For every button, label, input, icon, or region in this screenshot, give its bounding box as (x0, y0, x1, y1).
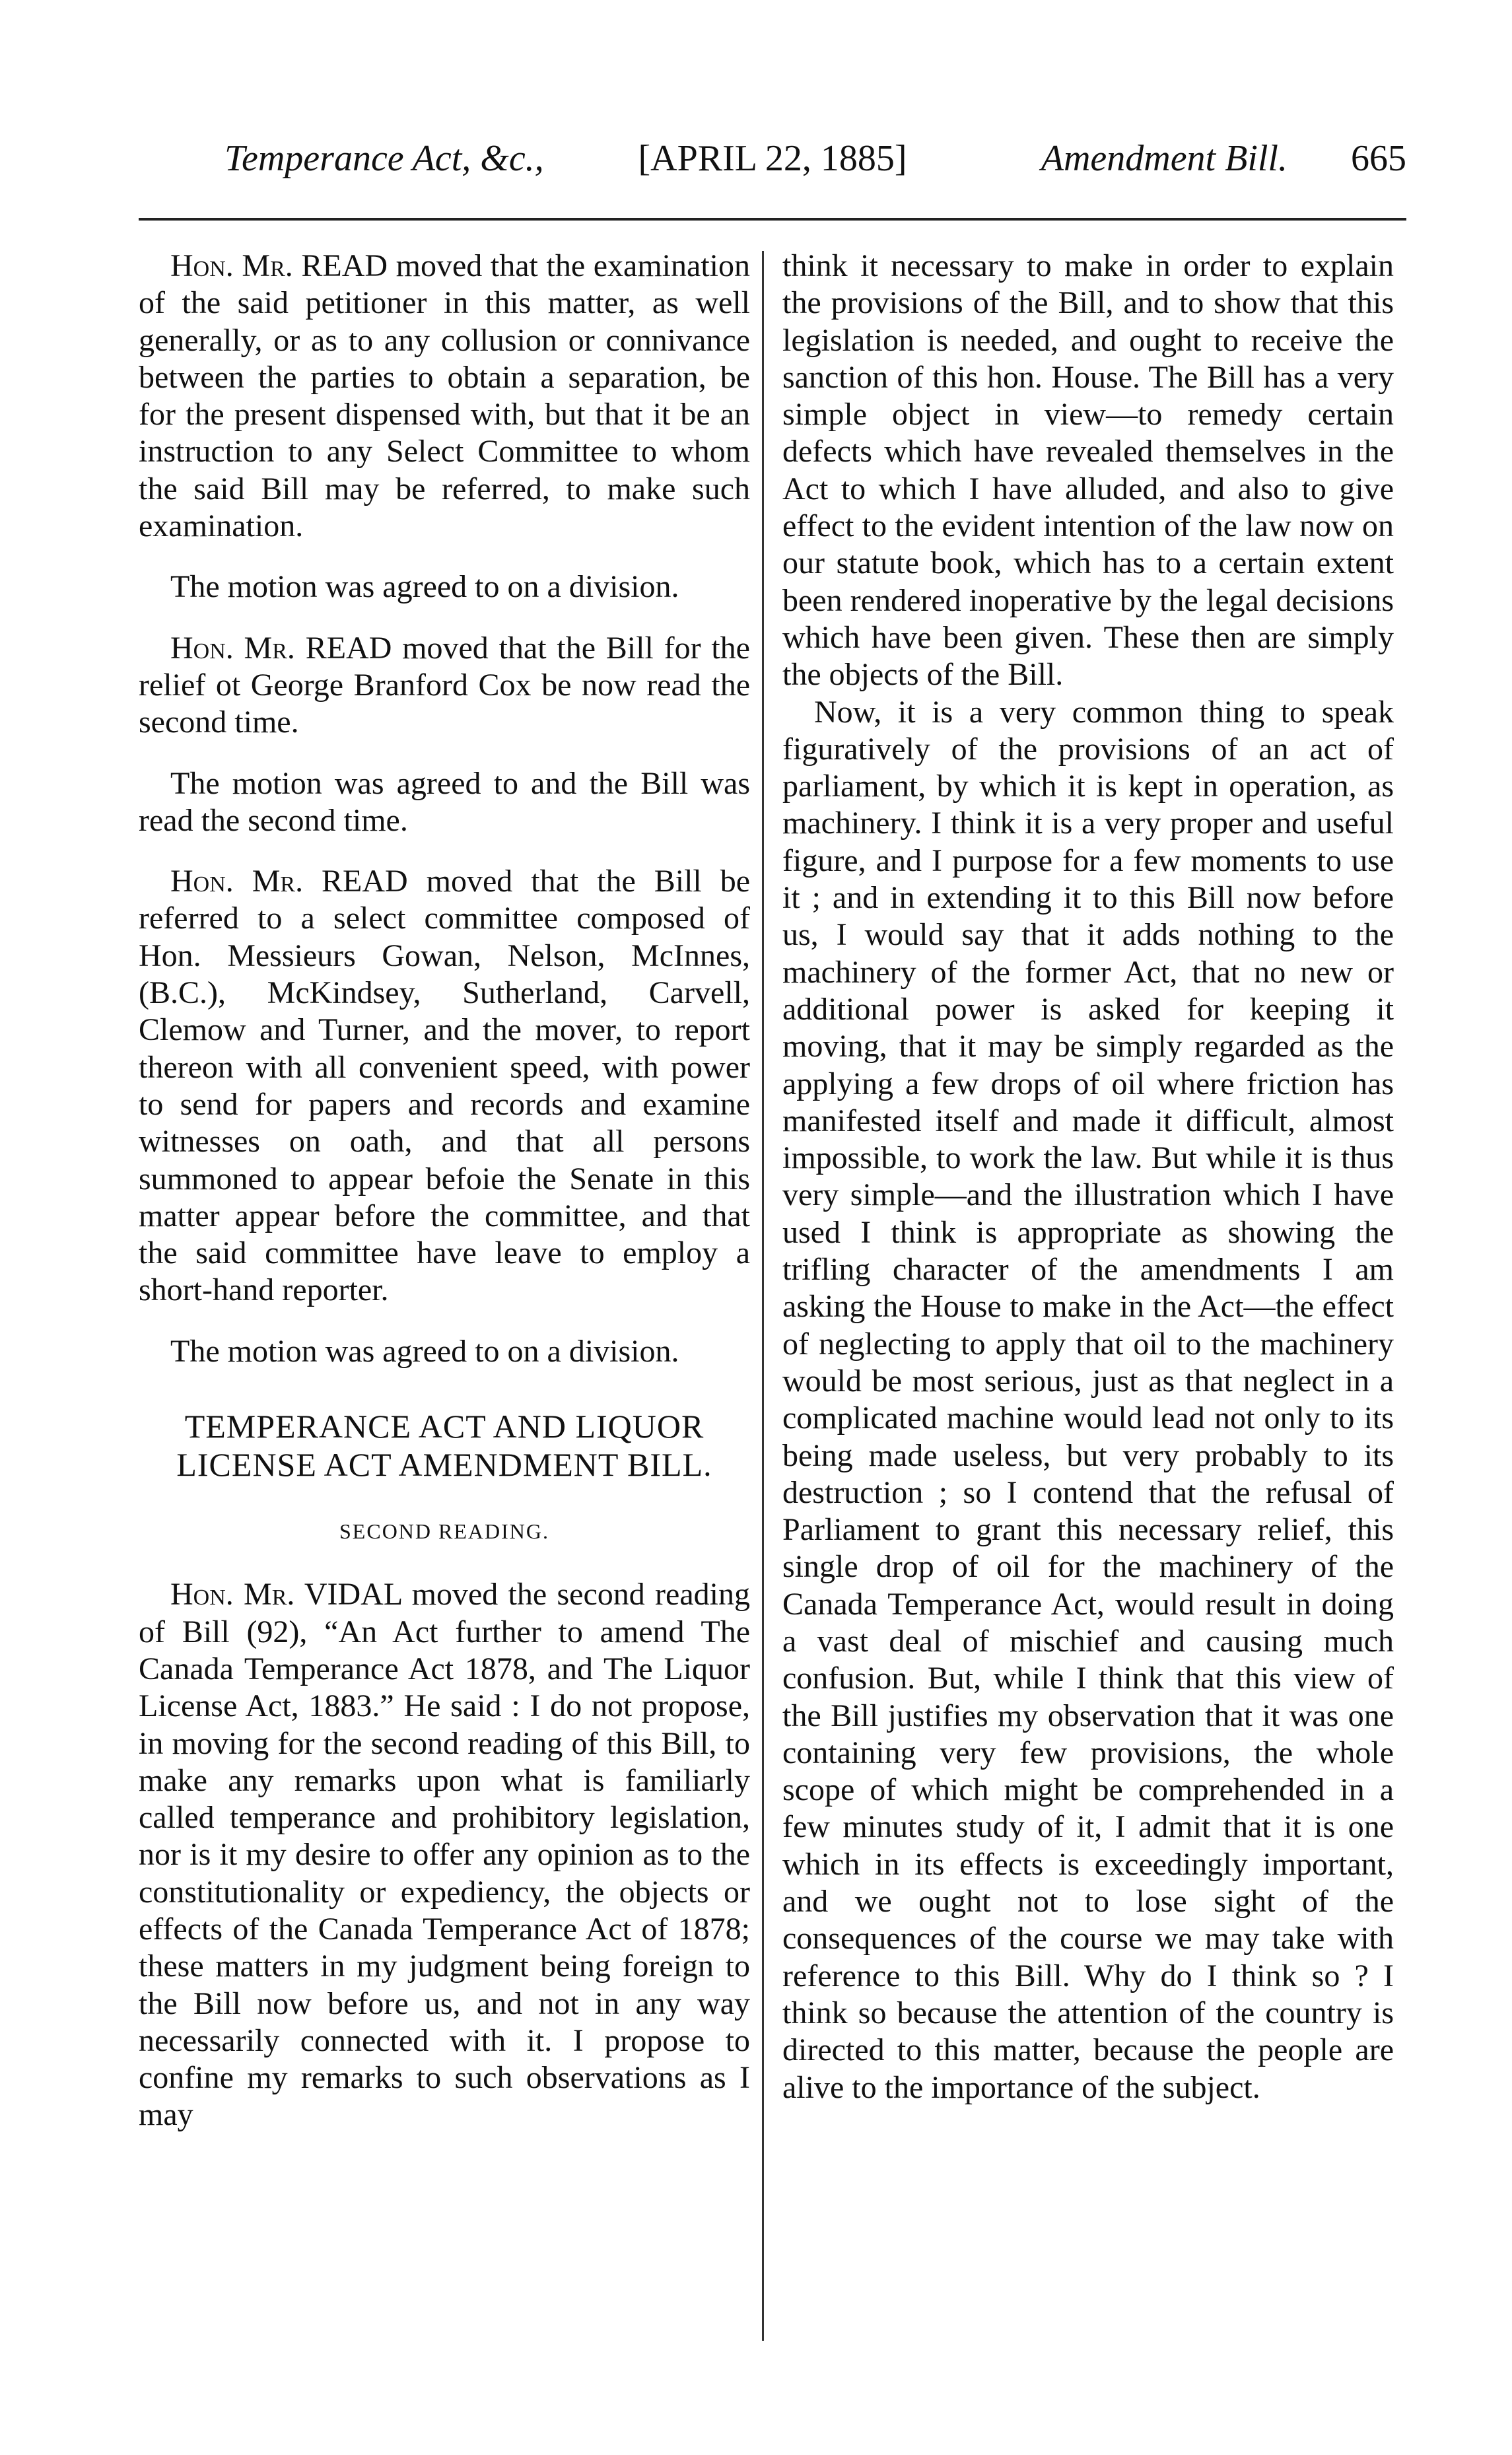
paragraph (139, 248, 750, 545)
running-header (139, 132, 1406, 185)
section-subheading: SECOND READING. (339, 1519, 549, 1544)
paragraph: think it necessary to make in order to explain the provisions of the Bill, and to show that this legislation is needed, and ought to receive the sanction of this hon. House. The Bill has a very simple object in view—to remedy certain defects which have revealed themselves in the Act to which I have alluded, and also to give effect to the evident intention of the law now on our statute book, which has to a certain extent been rendered inoperative by the legal decisions which have been given. These then are simply the objects of the Bill. (782, 248, 1394, 693)
section-title: TEMPERANCE ACT AND LIQUOR LICENSE ACT AMENDMENT BILL. (176, 1408, 712, 1484)
motion-result: The motion was agreed to and the Bill was read the second time. (139, 765, 750, 838)
motion-result: The motion was agreed to on a division. (170, 569, 679, 605)
speaker-lead: Hon. Mr. (170, 248, 293, 283)
paragraph-text: READ moved that the Bill for the relief ot George Branford Cox be now read the second time. (139, 630, 750, 740)
motion-result: The motion was agreed to on a division. (170, 1333, 679, 1369)
speaker-lead: Hon. Mr. (170, 864, 304, 899)
page-number: 665 (1351, 138, 1406, 179)
right-column (782, 248, 1394, 2106)
left-column (139, 248, 750, 2134)
header-rule (139, 218, 1406, 221)
paragraph (139, 1576, 750, 2133)
speaker-lead: Hon. Mr. (170, 1577, 295, 1612)
paragraph-text: READ moved that the Bill be referred to a select committee composed of Hon. Messieurs Gowan, Nelson, McInnes, (B.C.), McKindsey, Sutherland, Carvell, Clemow and Turner, and the mover, to report thereon with all convenient speed, with power to send for papers and records and examine witnesses on oath, and that all persons summoned to appear befoie the Senate in this matter appear before the committee, and that the said committee have leave to employ a short-hand reporter. (139, 864, 750, 1308)
paragraph: Now, it is a very common thing to speak figuratively of the provisions of an act of parliament, by which it is kept in operation, as machinery. I think it is a very proper and useful figure, and I purpose for a few moments to use it ; and in extending it to this Bill now before us, I would say that it adds nothing to the machinery of the former Act, that no new or additional power is asked for keeping it moving, that it may be simply regarded as the applying a few drops of oil where friction has manifested itself and made it difficult, almost impossible, to work the law. But while it is thus very simple—and the illustration which I have used I think is appropriate as showing the trifling character of the amendments I am asking the House to make in the Act—the effect of neglecting to apply that oil to the machinery would be most serious, just as that neglect in a complicated machine would lead not only to its being made useless, but very probably to its destruction ; so I contend that the refusal of Parliament to grant this necessary relief, this single drop of oil for the machinery of the Canada Temperance Act, would result in doing a vast deal of mischief and causing much confusion. But, while I think that this view of the Bill justifies my observation that it was one containing very few provisions, the whole scope of which might be comprehended in a few minutes study of it, I admit that it is one which in its effects is exceedingly important, and we ought not to lose sight of the consequences of the course we may take with reference to this Bill. Why do I think so ? I think so because the attention of the country is directed to this matter, because the people are alive to the importance of the subject. (782, 694, 1394, 2105)
paragraph-text: VIDAL moved the second reading of Bill (92), “An Act further to amend The Canada Temperance Act 1878, and The Liquor License Act, 1883.” He said : I do not propose, in moving for the second reading of this Bill, to make any remarks upon what is familiarly called temperance and prohibitory legislation, nor is it my desire to offer any opinion as to the constitutionality or expediency, the objects or effects of the Canada Temperance Act of 1878; these matters in my judgment being foreign to the Bill now before us, and not in any way necessarily connected with it. I propose to confine my remarks to such observations as I may (139, 1577, 750, 2133)
column-divider (762, 251, 764, 2341)
speaker-lead: Hon. Mr. (170, 630, 295, 666)
header-date: [APRIL 22, 1885] (638, 138, 907, 179)
paragraph (139, 863, 750, 1309)
paragraph (139, 630, 750, 742)
header-left-title: Temperance Act, &c., (224, 138, 544, 179)
paragraph-text: READ moved that the examination of the said petitioner in this matter, as well generally, or as to any collusion or connivance between the parties to obtain a separation, be for the present dispensed with, but that it be an instruction to any Select Committee to whom the said Bill may be referred, to make such examination. (139, 248, 750, 544)
header-right-title: Amendment Bill. (1041, 138, 1288, 179)
